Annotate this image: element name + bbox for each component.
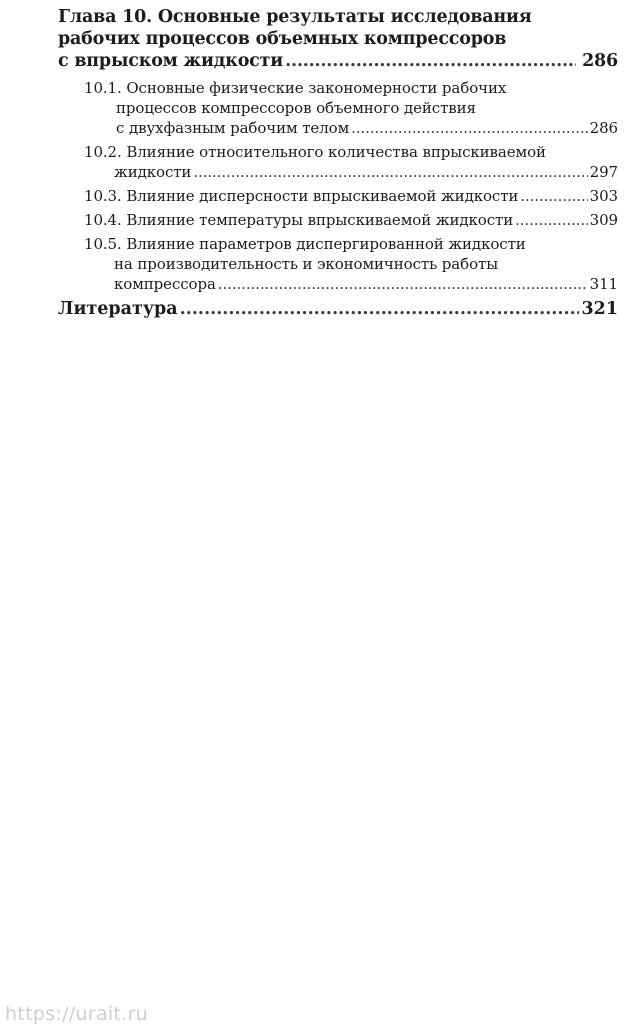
section-10-1-line-3: [84, 118, 618, 138]
section-10-4-entry[interactable]: [84, 210, 618, 230]
chapter-10-entry[interactable]: [58, 6, 618, 72]
section-10-5-page-number: 311: [589, 275, 618, 293]
section-10-2-page-number: 297: [589, 163, 618, 181]
table-of-contents: [58, 6, 618, 320]
section-10-1-line-1: 10.1. Основные физические закономерности рабочих: [84, 79, 507, 97]
section-10-1-line-2: процессов компрессоров объемного действия: [116, 99, 476, 117]
chapter-10-title-line-2: рабочих процессов объемных компрессоров: [58, 29, 507, 49]
section-10-5-title-end: компрессора: [114, 275, 216, 293]
dot-leader: [351, 118, 588, 138]
section-10-3-entry[interactable]: [84, 186, 618, 206]
section-10-2-line-2: [84, 162, 618, 182]
literature-title: Литература: [58, 299, 178, 319]
section-10-3-line-1: [84, 186, 618, 206]
literature-line: [58, 298, 618, 320]
section-10-1-entry[interactable]: [84, 78, 618, 138]
section-10-1-page-number: 286: [589, 119, 618, 137]
dot-leader: [180, 298, 580, 320]
chapter-10-title-end: с впрыском жидкости: [58, 51, 284, 71]
section-10-4-line-1: [84, 210, 618, 230]
chapter-10-title-line-3: [58, 50, 618, 72]
section-10-3-title: 10.3. Влияние дисперсности впрыскиваемой жидкости: [84, 187, 519, 205]
section-10-5-line-1: 10.5. Влияние параметров диспергированной жидкости: [84, 235, 526, 253]
dot-leader: [218, 274, 588, 294]
section-10-4-page-number: 309: [589, 211, 618, 229]
section-10-2-entry[interactable]: [84, 142, 618, 182]
section-10-4-title: 10.4. Влияние температуры впрыскиваемой жидкости: [84, 211, 514, 229]
dot-leader: [285, 50, 576, 72]
literature-page-number: 321: [581, 299, 618, 319]
chapter-10-sections: [84, 78, 618, 294]
dot-leader: [193, 162, 587, 182]
dot-leader: [520, 186, 587, 206]
section-10-2-line-1: 10.2. Влияние относительного количества впрыскиваемой: [84, 143, 546, 161]
section-10-1-title-end: с двухфазным рабочим телом: [116, 119, 350, 137]
section-10-5-line-3: [84, 274, 618, 294]
chapter-10-title-line-1: Глава 10. Основные результаты исследования: [58, 7, 532, 27]
source-watermark: https://urait.ru: [5, 1003, 149, 1025]
section-10-5-line-2: на производительность и экономичность работы: [114, 255, 499, 273]
literature-entry[interactable]: [58, 298, 618, 320]
section-10-3-page-number: 303: [589, 187, 618, 205]
section-10-2-title-end: жидкости: [114, 163, 192, 181]
section-10-5-entry[interactable]: [84, 234, 618, 294]
chapter-10-page-number: 286: [582, 51, 618, 71]
dot-leader: [515, 210, 588, 230]
